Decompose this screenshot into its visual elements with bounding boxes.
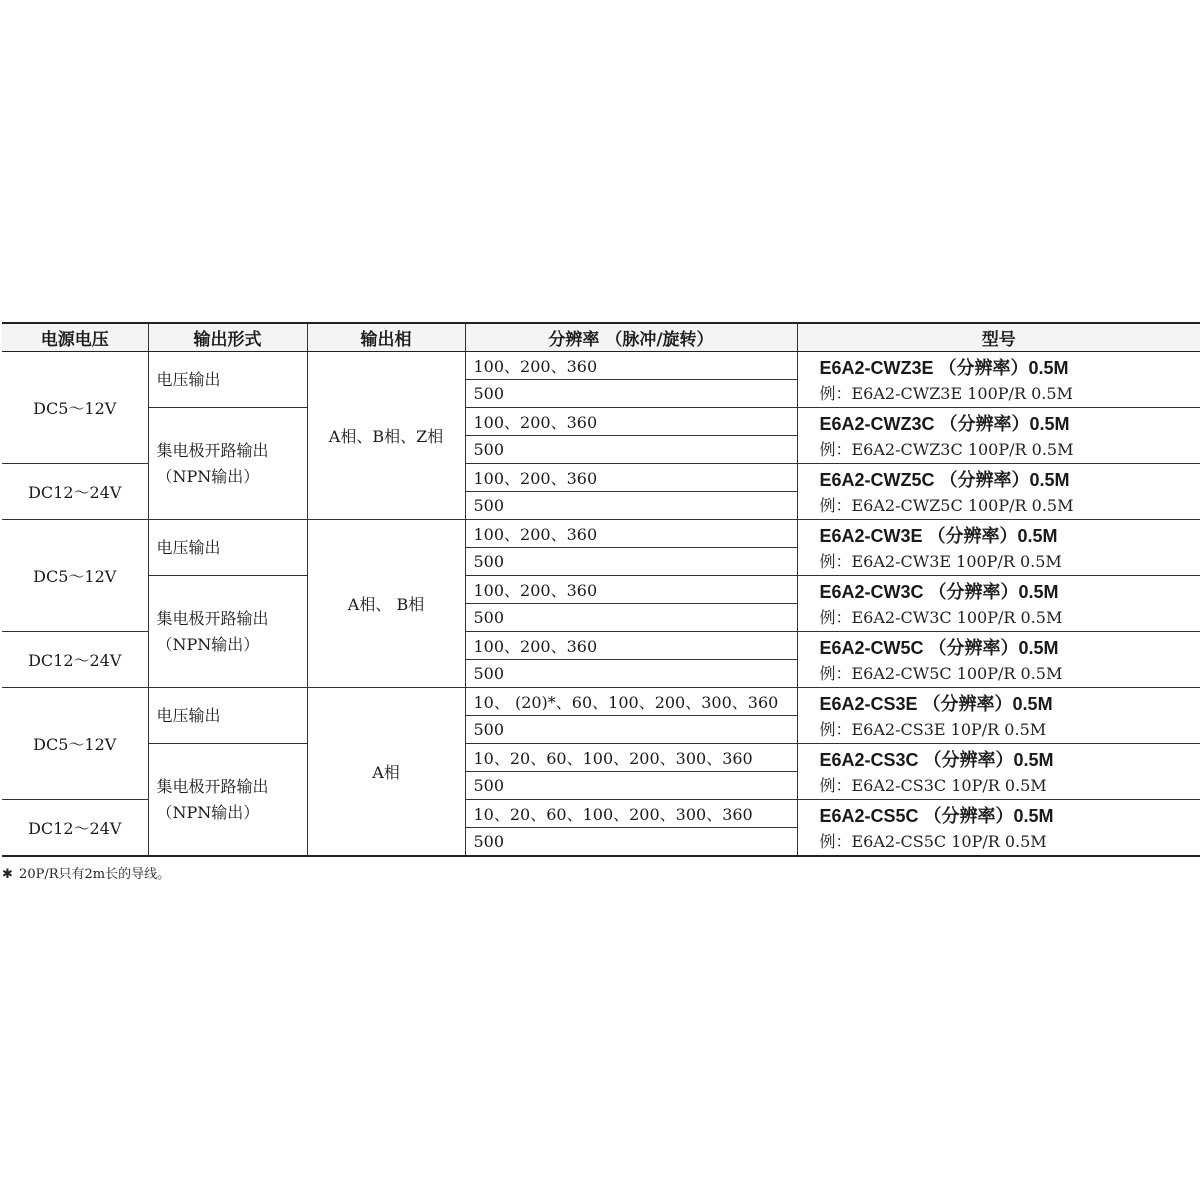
model-example: 例：E6A2-CWZ3E 100P/R 0.5M <box>819 384 1073 403</box>
model-name: E6A2-CS5C （分辨率）0.5M <box>819 806 1054 826</box>
model-cell <box>797 688 1200 744</box>
model-example: 例：E6A2-CW5C 100P/R 0.5M <box>819 664 1063 683</box>
header-output-phase: 输出相 <box>307 323 465 352</box>
model-cell <box>797 408 1200 464</box>
resolution-cell: 500 <box>465 604 797 632</box>
footnote <box>2 863 1200 882</box>
resolution-cell: 100、200、360 <box>465 464 797 492</box>
model-name: E6A2-CS3E （分辨率）0.5M <box>819 694 1053 714</box>
resolution-cell: 500 <box>465 828 797 857</box>
encoder-model-table <box>2 322 1200 857</box>
resolution-cell: 500 <box>465 492 797 520</box>
output-form-line: 集电极开路输出 <box>156 608 269 628</box>
model-cell <box>797 800 1200 857</box>
model-cell <box>797 576 1200 632</box>
header-model: 型号 <box>797 323 1200 352</box>
output-form-cell: 电压输出 <box>148 520 307 576</box>
model-name: E6A2-CWZ5C （分辨率）0.5M <box>819 470 1070 490</box>
output-phase-cell: A相 <box>307 688 465 857</box>
model-example: 例：E6A2-CS3C 10P/R 0.5M <box>819 776 1047 795</box>
footnote-text: 20P/R只有2m长的导线。 <box>19 867 171 882</box>
output-form-cell: 电压输出 <box>148 352 307 408</box>
model-example: 例：E6A2-CWZ5C 100P/R 0.5M <box>819 496 1074 515</box>
model-name: E6A2-CW5C （分辨率）0.5M <box>819 638 1059 658</box>
voltage-cell: DC5～12V <box>2 688 148 800</box>
resolution-cell: 100、200、360 <box>465 632 797 660</box>
output-form-cell: 电压输出 <box>148 688 307 744</box>
voltage-cell: DC12～24V <box>2 800 148 857</box>
resolution-cell: 500 <box>465 716 797 744</box>
voltage-cell: DC5～12V <box>2 352 148 464</box>
table-row <box>2 688 1200 716</box>
resolution-cell: 500 <box>465 380 797 408</box>
table-row <box>2 408 1200 436</box>
model-example: 例：E6A2-CS5C 10P/R 0.5M <box>819 832 1047 851</box>
asterisk-icon: ✱ <box>2 867 13 882</box>
resolution-cell: 100、200、360 <box>465 408 797 436</box>
resolution-cell: 500 <box>465 436 797 464</box>
table-row <box>2 744 1200 772</box>
table-row <box>2 576 1200 604</box>
model-cell <box>797 464 1200 520</box>
model-cell <box>797 632 1200 688</box>
voltage-cell: DC5～12V <box>2 520 148 632</box>
output-form-line: （NPN输出） <box>156 466 260 486</box>
model-cell <box>797 352 1200 408</box>
header-resolution: 分辨率 （脉冲/旋转） <box>465 323 797 352</box>
table-row <box>2 520 1200 548</box>
table-row <box>2 352 1200 380</box>
output-form-line: （NPN输出） <box>156 634 260 654</box>
model-cell <box>797 744 1200 800</box>
output-phase-cell: A相、 B相 <box>307 520 465 688</box>
resolution-cell: 10、20、60、100、200、300、360 <box>465 744 797 772</box>
model-example: 例：E6A2-CS3E 10P/R 0.5M <box>819 720 1047 739</box>
model-name: E6A2-CW3C （分辨率）0.5M <box>819 582 1059 602</box>
resolution-cell: 10、20、60、100、200、300、360 <box>465 800 797 828</box>
model-name: E6A2-CW3E （分辨率）0.5M <box>819 526 1058 546</box>
voltage-cell: DC12～24V <box>2 632 148 688</box>
model-example: 例：E6A2-CWZ3C 100P/R 0.5M <box>819 440 1074 459</box>
model-name: E6A2-CWZ3C （分辨率）0.5M <box>819 414 1070 434</box>
output-form-cell <box>148 576 307 688</box>
resolution-cell: 100、200、360 <box>465 576 797 604</box>
output-form-line: 集电极开路输出 <box>156 440 269 460</box>
resolution-cell: 100、200、360 <box>465 352 797 380</box>
table-header-row <box>2 323 1200 352</box>
model-name: E6A2-CWZ3E （分辨率）0.5M <box>819 358 1069 378</box>
output-phase-cell: A相、B相、Z相 <box>307 352 465 520</box>
resolution-cell: 10、 (20)*、60、100、200、300、360 <box>465 688 797 716</box>
output-form-line: （NPN输出） <box>156 802 260 822</box>
resolution-cell: 500 <box>465 548 797 576</box>
model-example: 例：E6A2-CW3E 100P/R 0.5M <box>819 552 1062 571</box>
output-form-line: 集电极开路输出 <box>156 776 269 796</box>
model-example: 例：E6A2-CW3C 100P/R 0.5M <box>819 608 1063 627</box>
resolution-cell: 500 <box>465 772 797 800</box>
output-form-cell <box>148 408 307 520</box>
resolution-cell: 500 <box>465 660 797 688</box>
voltage-cell: DC12～24V <box>2 464 148 520</box>
model-name: E6A2-CS3C （分辨率）0.5M <box>819 750 1054 770</box>
header-voltage: 电源电压 <box>2 323 148 352</box>
header-output-form: 输出形式 <box>148 323 307 352</box>
resolution-cell: 100、200、360 <box>465 520 797 548</box>
model-cell <box>797 520 1200 576</box>
output-form-cell <box>148 744 307 857</box>
spec-sheet <box>2 322 1200 882</box>
